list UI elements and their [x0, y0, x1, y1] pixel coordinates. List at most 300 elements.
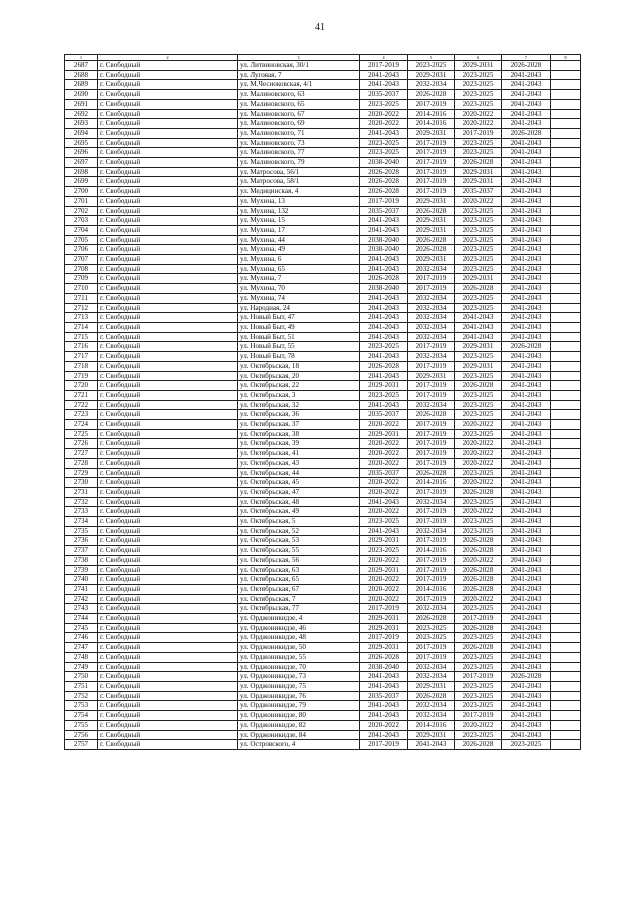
address: ул. Орджоникидзе, 76 [238, 691, 360, 701]
row-number: 2712 [65, 303, 98, 313]
table-row [65, 80, 581, 90]
row-number: 2750 [65, 672, 98, 682]
period-col-4: 2041-2043 [360, 526, 408, 536]
note-col-8 [551, 604, 581, 614]
period-col-4: 2026-2028 [360, 167, 408, 177]
period-col-6: 2023-2025 [455, 138, 502, 148]
address: ул. Мухина, 132 [238, 206, 360, 216]
period-col-6: 2023-2025 [455, 390, 502, 400]
period-col-7: 2041-2043 [502, 468, 551, 478]
period-col-4: 2041-2043 [360, 352, 408, 362]
address: ул. Новый Быт, 47 [238, 313, 360, 323]
row-number: 2699 [65, 177, 98, 187]
period-col-7: 2041-2043 [502, 526, 551, 536]
address: ул. Октябрьская, 41 [238, 449, 360, 459]
period-col-6: 2020-2022 [455, 594, 502, 604]
note-col-8 [551, 662, 581, 672]
address: ул. Октябрьская, 67 [238, 584, 360, 594]
row-number: 2718 [65, 361, 98, 371]
period-col-5: 2017-2019 [408, 148, 455, 158]
row-number: 2695 [65, 138, 98, 148]
period-col-5: 2023-2025 [408, 633, 455, 643]
table-row [65, 99, 581, 109]
period-col-5: 2017-2019 [408, 390, 455, 400]
table-row [65, 691, 581, 701]
table-row [65, 196, 581, 206]
note-col-8 [551, 352, 581, 362]
note-col-8 [551, 614, 581, 624]
locality: г. Свободный [98, 148, 238, 158]
table-row [65, 284, 581, 294]
period-col-4: 2026-2028 [360, 187, 408, 197]
address: ул. Октябрьская, 38 [238, 429, 360, 439]
period-col-5: 2032-2034 [408, 293, 455, 303]
period-col-4: 2017-2019 [360, 196, 408, 206]
address: ул. Октябрьская, 37 [238, 420, 360, 430]
address: ул. Орджоникидзе, 84 [238, 730, 360, 740]
note-col-8 [551, 90, 581, 100]
period-col-5: 2017-2019 [408, 99, 455, 109]
period-col-4: 2020-2022 [360, 594, 408, 604]
period-col-6: 2023-2025 [455, 652, 502, 662]
locality: г. Свободный [98, 487, 238, 497]
registry-table [64, 54, 581, 750]
note-col-8 [551, 701, 581, 711]
address: ул. Октябрьская, 36 [238, 410, 360, 420]
row-number: 2700 [65, 187, 98, 197]
period-col-6: 2023-2025 [455, 255, 502, 265]
address: ул. Новый Быт, 78 [238, 352, 360, 362]
period-col-4: 2038-2040 [360, 245, 408, 255]
period-col-7: 2041-2043 [502, 575, 551, 585]
row-number: 2692 [65, 109, 98, 119]
period-col-5: 2014-2016 [408, 478, 455, 488]
row-number: 2747 [65, 643, 98, 653]
locality: г. Свободный [98, 691, 238, 701]
period-col-5: 2023-2025 [408, 623, 455, 633]
row-number: 2722 [65, 400, 98, 410]
locality: г. Свободный [98, 332, 238, 342]
period-col-7: 2041-2043 [502, 158, 551, 168]
period-col-6: 2020-2022 [455, 449, 502, 459]
period-col-7: 2041-2043 [502, 410, 551, 420]
note-col-8 [551, 225, 581, 235]
note-col-8 [551, 332, 581, 342]
address: ул. Литвиновская, 30/1 [238, 61, 360, 71]
table-row [65, 235, 581, 245]
period-col-4: 2020-2022 [360, 720, 408, 730]
period-col-7: 2041-2043 [502, 381, 551, 391]
address: ул. Орджоникидзе, 82 [238, 720, 360, 730]
period-col-4: 2020-2022 [360, 420, 408, 430]
period-col-4: 2023-2025 [360, 99, 408, 109]
table-row [65, 575, 581, 585]
row-number: 2705 [65, 235, 98, 245]
period-col-4: 2023-2025 [360, 517, 408, 527]
period-col-7: 2041-2043 [502, 255, 551, 265]
period-col-4: 2023-2025 [360, 148, 408, 158]
table-row [65, 381, 581, 391]
period-col-5: 2017-2019 [408, 449, 455, 459]
period-col-6: 2020-2022 [455, 196, 502, 206]
locality: г. Свободный [98, 196, 238, 206]
column-header: 1 [65, 55, 98, 61]
note-col-8 [551, 187, 581, 197]
period-col-7: 2026-2028 [502, 128, 551, 138]
row-number: 2698 [65, 167, 98, 177]
period-col-7: 2041-2043 [502, 594, 551, 604]
period-col-7: 2041-2043 [502, 225, 551, 235]
note-col-8 [551, 264, 581, 274]
period-col-6: 2023-2025 [455, 216, 502, 226]
period-col-6: 2026-2028 [455, 643, 502, 653]
period-col-6: 2023-2025 [455, 245, 502, 255]
locality: г. Свободный [98, 720, 238, 730]
table-row [65, 352, 581, 362]
table-row [65, 225, 581, 235]
period-col-5: 2023-2025 [408, 61, 455, 71]
table-row [65, 303, 581, 313]
period-col-7: 2041-2043 [502, 206, 551, 216]
period-col-6: 2020-2022 [455, 420, 502, 430]
period-col-7: 2041-2043 [502, 478, 551, 488]
locality: г. Свободный [98, 109, 238, 119]
period-col-4: 2023-2025 [360, 390, 408, 400]
table-row [65, 604, 581, 614]
note-col-8 [551, 390, 581, 400]
address: ул. Орджоникидзе, 46 [238, 623, 360, 633]
period-col-4: 2026-2028 [360, 274, 408, 284]
period-col-6: 2026-2028 [455, 740, 502, 750]
note-col-8 [551, 652, 581, 662]
period-col-4: 2041-2043 [360, 497, 408, 507]
note-col-8 [551, 216, 581, 226]
row-number: 2713 [65, 313, 98, 323]
period-col-6: 2017-2019 [455, 614, 502, 624]
period-col-6: 2029-2031 [455, 342, 502, 352]
address: ул. Октябрьская, 55 [238, 546, 360, 556]
table-row [65, 497, 581, 507]
period-col-4: 2041-2043 [360, 332, 408, 342]
locality: г. Свободный [98, 99, 238, 109]
period-col-5: 2017-2019 [408, 536, 455, 546]
locality: г. Свободный [98, 420, 238, 430]
period-col-6: 2029-2031 [455, 177, 502, 187]
table-row [65, 468, 581, 478]
address: ул. Октябрьская, 22 [238, 381, 360, 391]
period-col-5: 2026-2028 [408, 468, 455, 478]
table-row [65, 429, 581, 439]
period-col-4: 2020-2022 [360, 109, 408, 119]
row-number: 2753 [65, 701, 98, 711]
row-number: 2710 [65, 284, 98, 294]
period-col-7: 2041-2043 [502, 449, 551, 459]
period-col-4: 2020-2022 [360, 478, 408, 488]
period-col-4: 2026-2028 [360, 177, 408, 187]
locality: г. Свободный [98, 235, 238, 245]
period-col-4: 2041-2043 [360, 322, 408, 332]
row-number: 2693 [65, 119, 98, 129]
period-col-6: 2023-2025 [455, 662, 502, 672]
table-row [65, 361, 581, 371]
period-col-6: 2023-2025 [455, 400, 502, 410]
period-col-5: 2029-2031 [408, 128, 455, 138]
column-header: 6 [455, 55, 502, 61]
address: ул. Орджоникидзе, 80 [238, 711, 360, 721]
period-col-5: 2017-2019 [408, 167, 455, 177]
address: ул. Мухина, 49 [238, 245, 360, 255]
period-col-5: 2032-2034 [408, 332, 455, 342]
period-col-5: 2017-2019 [408, 361, 455, 371]
locality: г. Свободный [98, 206, 238, 216]
address: ул. Орджоникидзе, 50 [238, 643, 360, 653]
locality: г. Свободный [98, 293, 238, 303]
locality: г. Свободный [98, 284, 238, 294]
period-col-4: 2029-2031 [360, 565, 408, 575]
row-number: 2719 [65, 371, 98, 381]
period-col-5: 2029-2031 [408, 682, 455, 692]
address: ул. Орджоникидзе, 55 [238, 652, 360, 662]
period-col-5: 2017-2019 [408, 565, 455, 575]
period-col-5: 2017-2019 [408, 487, 455, 497]
address: ул. Орджоникидзе, 79 [238, 701, 360, 711]
table-row [65, 420, 581, 430]
table-row [65, 128, 581, 138]
locality: г. Свободный [98, 400, 238, 410]
locality: г. Свободный [98, 61, 238, 71]
period-col-6: 2023-2025 [455, 235, 502, 245]
period-col-4: 2029-2031 [360, 614, 408, 624]
period-col-5: 2029-2031 [408, 196, 455, 206]
period-col-4: 2041-2043 [360, 701, 408, 711]
locality: г. Свободный [98, 80, 238, 90]
period-col-6: 2029-2031 [455, 167, 502, 177]
table-row [65, 371, 581, 381]
note-col-8 [551, 196, 581, 206]
row-number: 2726 [65, 439, 98, 449]
row-number: 2709 [65, 274, 98, 284]
row-number: 2720 [65, 381, 98, 391]
locality: г. Свободный [98, 167, 238, 177]
period-col-7: 2041-2043 [502, 546, 551, 556]
note-col-8 [551, 594, 581, 604]
locality: г. Свободный [98, 507, 238, 517]
address: ул. Орджоникидзе, 70 [238, 662, 360, 672]
table-row [65, 643, 581, 653]
address: ул. Октябрьская, 20 [238, 371, 360, 381]
note-col-8 [551, 536, 581, 546]
period-col-5: 2029-2031 [408, 70, 455, 80]
table-row [65, 439, 581, 449]
table-row [65, 633, 581, 643]
period-col-4: 2035-2037 [360, 206, 408, 216]
locality: г. Свободный [98, 662, 238, 672]
row-number: 2694 [65, 128, 98, 138]
note-col-8 [551, 691, 581, 701]
locality: г. Свободный [98, 90, 238, 100]
table-row [65, 565, 581, 575]
note-col-8 [551, 468, 581, 478]
row-number: 2703 [65, 216, 98, 226]
period-col-5: 2032-2034 [408, 526, 455, 536]
address: ул. Мухина, 6 [238, 255, 360, 265]
address: ул. Октябрьская, 56 [238, 555, 360, 565]
period-col-7: 2041-2043 [502, 633, 551, 643]
table-row [65, 245, 581, 255]
row-number: 2688 [65, 70, 98, 80]
row-number: 2757 [65, 740, 98, 750]
period-col-7: 2041-2043 [502, 604, 551, 614]
period-col-4: 2041-2043 [360, 400, 408, 410]
locality: г. Свободный [98, 458, 238, 468]
table-row [65, 90, 581, 100]
row-number: 2732 [65, 497, 98, 507]
locality: г. Свободный [98, 361, 238, 371]
period-col-7: 2041-2043 [502, 555, 551, 565]
period-col-7: 2041-2043 [502, 584, 551, 594]
period-col-6: 2023-2025 [455, 429, 502, 439]
period-col-6: 2026-2028 [455, 575, 502, 585]
period-col-4: 2017-2019 [360, 740, 408, 750]
period-col-4: 2017-2019 [360, 61, 408, 71]
period-col-7: 2041-2043 [502, 420, 551, 430]
table-row [65, 187, 581, 197]
address: ул. Мухина, 74 [238, 293, 360, 303]
row-number: 2746 [65, 633, 98, 643]
table-row [65, 507, 581, 517]
address: ул. Орджоникидзе, 75 [238, 682, 360, 692]
period-col-4: 2020-2022 [360, 507, 408, 517]
note-col-8 [551, 410, 581, 420]
period-col-5: 2029-2031 [408, 371, 455, 381]
locality: г. Свободный [98, 584, 238, 594]
period-col-4: 2041-2043 [360, 313, 408, 323]
period-col-7: 2041-2043 [502, 119, 551, 129]
period-col-6: 2020-2022 [455, 109, 502, 119]
period-col-6: 2026-2028 [455, 565, 502, 575]
note-col-8 [551, 672, 581, 682]
period-col-5: 2017-2019 [408, 158, 455, 168]
address: ул. Октябрьская, 49 [238, 507, 360, 517]
row-number: 2704 [65, 225, 98, 235]
table-row [65, 526, 581, 536]
column-header: 7 [502, 55, 551, 61]
note-col-8 [551, 575, 581, 585]
period-col-7: 2041-2043 [502, 711, 551, 721]
locality: г. Свободный [98, 255, 238, 265]
locality: г. Свободный [98, 128, 238, 138]
locality: г. Свободный [98, 740, 238, 750]
period-col-5: 2032-2034 [408, 701, 455, 711]
period-col-6: 2026-2028 [455, 546, 502, 556]
period-col-5: 2017-2019 [408, 652, 455, 662]
table-body [65, 55, 581, 750]
row-number: 2706 [65, 245, 98, 255]
note-col-8 [551, 148, 581, 158]
table-row [65, 206, 581, 216]
row-number: 2729 [65, 468, 98, 478]
address: ул. Октябрьская, 18 [238, 361, 360, 371]
table-row [65, 313, 581, 323]
period-col-7: 2041-2043 [502, 497, 551, 507]
period-col-6: 2017-2019 [455, 128, 502, 138]
table-row [65, 672, 581, 682]
period-col-7: 2041-2043 [502, 361, 551, 371]
period-col-4: 2038-2040 [360, 662, 408, 672]
address: ул. Октябрьская, 44 [238, 468, 360, 478]
row-number: 2751 [65, 682, 98, 692]
period-col-5: 2032-2034 [408, 80, 455, 90]
period-col-6: 2026-2028 [455, 381, 502, 391]
address: ул. Октябрьская, 47 [238, 487, 360, 497]
period-col-5: 2026-2028 [408, 235, 455, 245]
table-row [65, 109, 581, 119]
locality: г. Свободный [98, 371, 238, 381]
note-col-8 [551, 342, 581, 352]
locality: г. Свободный [98, 614, 238, 624]
period-col-4: 2029-2031 [360, 536, 408, 546]
note-col-8 [551, 429, 581, 439]
period-col-4: 2041-2043 [360, 128, 408, 138]
period-col-7: 2041-2043 [502, 148, 551, 158]
address: ул. Мухина, 13 [238, 196, 360, 206]
period-col-7: 2026-2028 [502, 342, 551, 352]
locality: г. Свободный [98, 264, 238, 274]
period-col-7: 2041-2043 [502, 439, 551, 449]
locality: г. Свободный [98, 517, 238, 527]
period-col-4: 2029-2031 [360, 429, 408, 439]
address: ул. Новый Быт, 51 [238, 332, 360, 342]
note-col-8 [551, 682, 581, 692]
period-col-5: 2041-2043 [408, 740, 455, 750]
row-number: 2733 [65, 507, 98, 517]
note-col-8 [551, 517, 581, 527]
period-col-6: 2041-2043 [455, 313, 502, 323]
row-number: 2730 [65, 478, 98, 488]
address: ул. Октябрьская, 45 [238, 478, 360, 488]
row-number: 2736 [65, 536, 98, 546]
note-col-8 [551, 555, 581, 565]
locality: г. Свободный [98, 138, 238, 148]
address: ул. Народная, 24 [238, 303, 360, 313]
period-col-7: 2041-2043 [502, 274, 551, 284]
period-col-5: 2029-2031 [408, 730, 455, 740]
period-col-6: 2020-2022 [455, 507, 502, 517]
period-col-6: 2023-2025 [455, 701, 502, 711]
period-col-7: 2041-2043 [502, 730, 551, 740]
period-col-4: 2029-2031 [360, 381, 408, 391]
row-number: 2741 [65, 584, 98, 594]
period-col-7: 2041-2043 [502, 517, 551, 527]
period-col-6: 2023-2025 [455, 526, 502, 536]
table-row [65, 274, 581, 284]
period-col-4: 2041-2043 [360, 293, 408, 303]
period-col-4: 2041-2043 [360, 672, 408, 682]
address: ул. Малиновского, 79 [238, 158, 360, 168]
period-col-4: 2041-2043 [360, 225, 408, 235]
period-col-7: 2041-2043 [502, 167, 551, 177]
column-header: 2 [98, 55, 238, 61]
table-row [65, 555, 581, 565]
period-col-5: 2032-2034 [408, 352, 455, 362]
period-col-4: 2017-2019 [360, 604, 408, 614]
table-row [65, 255, 581, 265]
locality: г. Свободный [98, 575, 238, 585]
period-col-6: 2029-2031 [455, 361, 502, 371]
period-col-6: 2023-2025 [455, 682, 502, 692]
note-col-8 [551, 99, 581, 109]
period-col-6: 2020-2022 [455, 119, 502, 129]
